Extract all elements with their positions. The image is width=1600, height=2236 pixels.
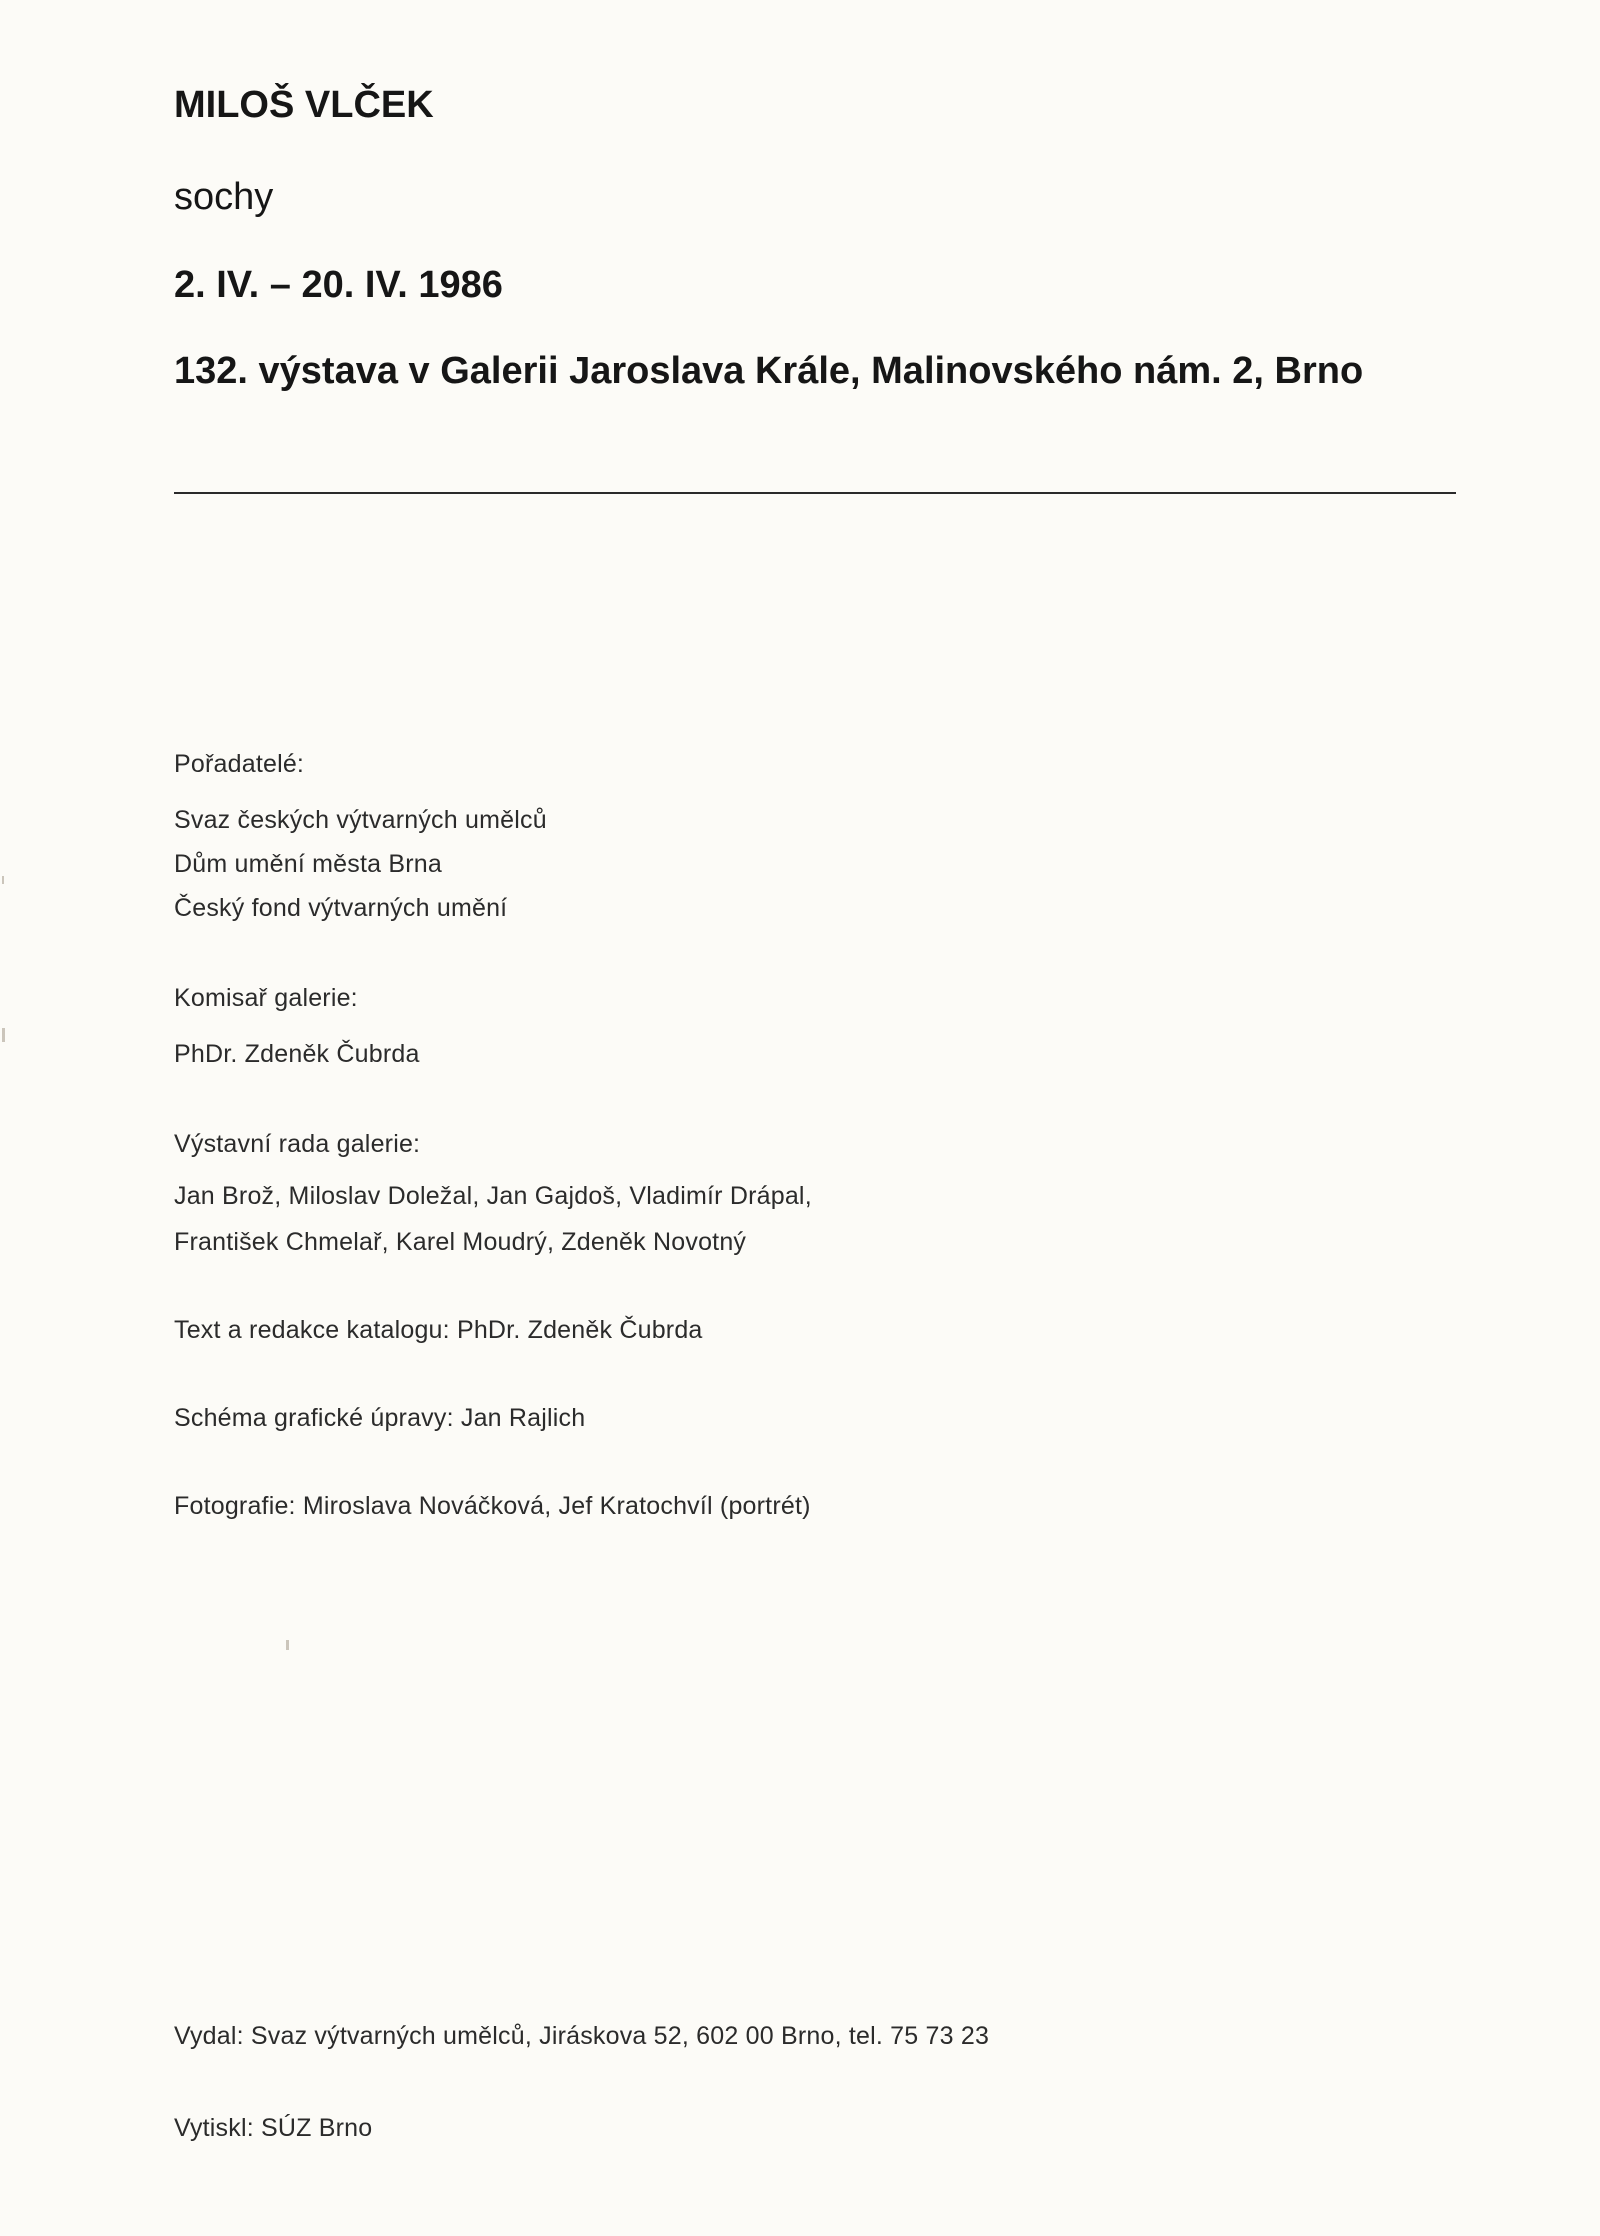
subtitle: sochy (174, 176, 274, 218)
council-line: Jan Brož, Miloslav Doležal, Jan Gajdoš, Vladimír Drápal, (174, 1182, 812, 1210)
council-label: Výstavní rada galerie: (174, 1130, 421, 1158)
artist-name: MILOŠ VLČEK (174, 84, 434, 126)
paper-speck (2, 876, 4, 884)
organizer-item: Svaz českých výtvarných umělců (174, 806, 547, 834)
publisher-line: Vydal: Svaz výtvarných umělců, Jiráskova 52, 602 00 Brno, tel. 75 73 23 (174, 2022, 990, 2050)
organizer-item: Dům umění města Brna (174, 850, 442, 878)
commissioner-name: PhDr. Zdeněk Čubrda (174, 1040, 420, 1068)
credits-photo: Fotografie: Miroslava Nováčková, Jef Kratochvíl (portrét) (174, 1492, 811, 1520)
organizers-label: Pořadatelé: (174, 750, 305, 778)
credits-design: Schéma grafické úpravy: Jan Rajlich (174, 1404, 586, 1432)
exhibition-dates: 2. IV. – 20. IV. 1986 (174, 264, 503, 306)
commissioner-label: Komisař galerie: (174, 984, 358, 1012)
printer-line: Vytiskl: SÚZ Brno (174, 2114, 373, 2142)
exhibition-title: 132. výstava v Galerii Jaroslava Krále, Malinovského nám. 2, Brno (174, 350, 1364, 392)
paper-speck (286, 1640, 289, 1650)
paper-speck (2, 1028, 5, 1042)
credits-text: Text a redakce katalogu: PhDr. Zdeněk Čubrda (174, 1316, 703, 1344)
divider (174, 492, 1456, 494)
council-line: František Chmelař, Karel Moudrý, Zdeněk Novotný (174, 1228, 747, 1256)
organizer-item: Český fond výtvarných umění (174, 894, 508, 922)
